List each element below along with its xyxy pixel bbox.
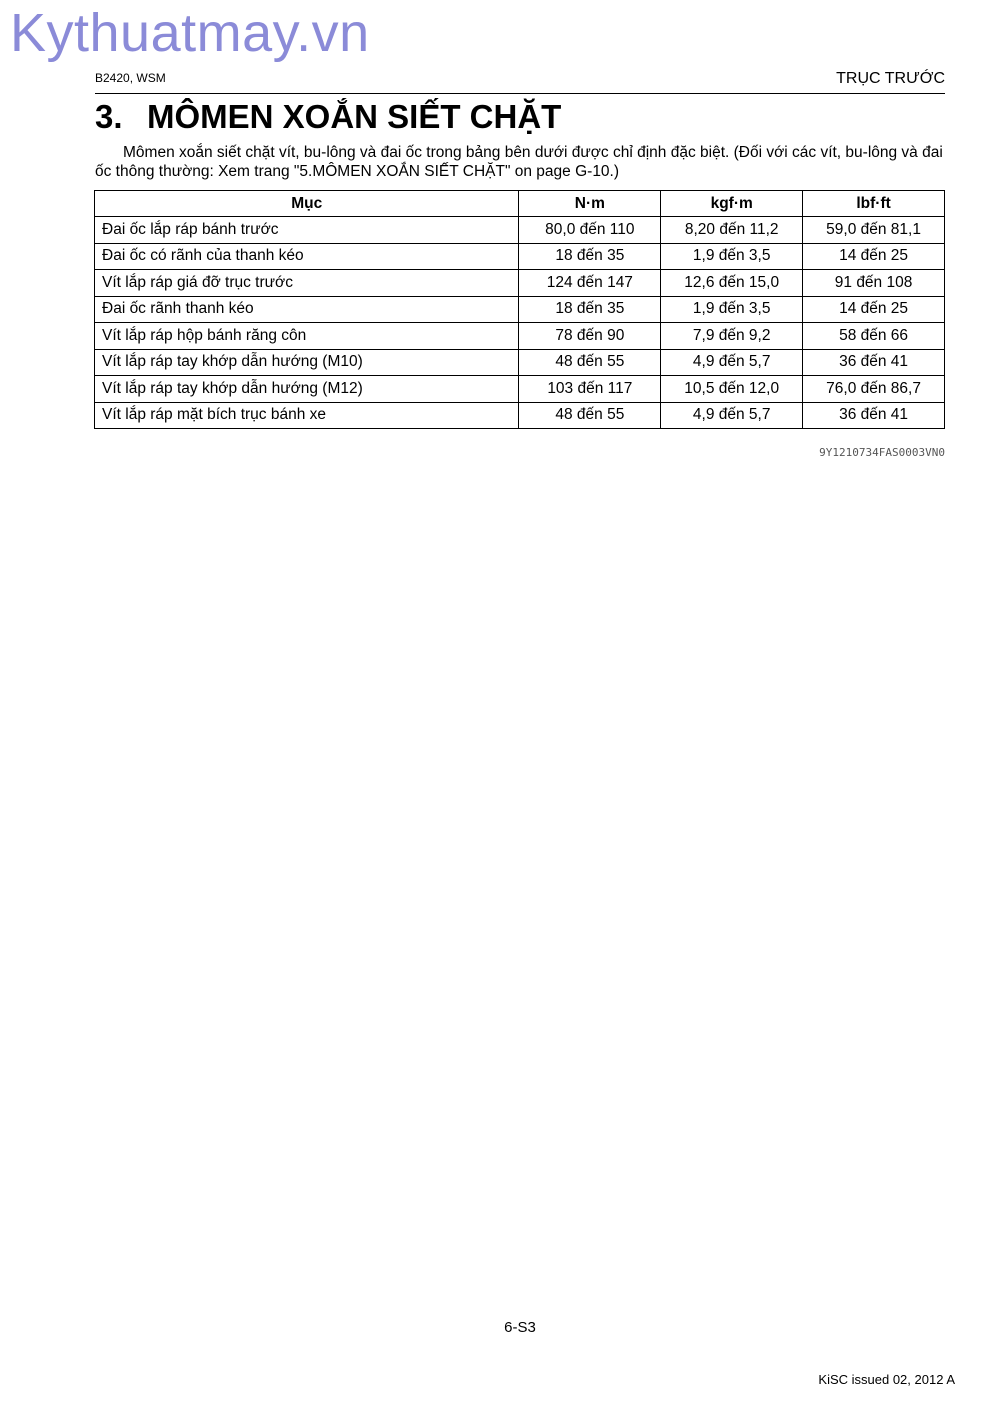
section-title: MÔMEN XOẮN SIẾT CHẶT: [147, 98, 562, 135]
issue-note: KiSC issued 02, 2012 A: [818, 1372, 955, 1387]
kgfm-cell: 1,9 đến 3,5: [661, 296, 803, 323]
nm-cell: 48 đến 55: [519, 402, 661, 429]
column-header-kgfm: kgf·m: [661, 191, 803, 217]
nm-cell: 48 đến 55: [519, 349, 661, 376]
item-cell: Đai ốc có rãnh của thanh kéo: [95, 243, 519, 270]
item-cell: Vít lắp ráp tay khớp dẫn hướng (M10): [95, 349, 519, 376]
column-header-lbfft: lbf·ft: [803, 191, 945, 217]
lbfft-cell: 91 đến 108: [803, 270, 945, 297]
table-row: [95, 243, 945, 270]
section-number: 3.: [95, 98, 123, 135]
item-cell: Đai ốc lắp ráp bánh trước: [95, 217, 519, 244]
table-header-row: [95, 191, 945, 217]
lbfft-cell: 59,0 đến 81,1: [803, 217, 945, 244]
item-cell: Vít lắp ráp giá đỡ trục trước: [95, 270, 519, 297]
item-cell: Đai ốc rãnh thanh kéo: [95, 296, 519, 323]
kgfm-cell: 8,20 đến 11,2: [661, 217, 803, 244]
nm-cell: 124 đến 147: [519, 270, 661, 297]
table-row: [95, 270, 945, 297]
column-header-item: Mục: [95, 191, 519, 217]
lbfft-cell: 36 đến 41: [803, 402, 945, 429]
kgfm-cell: 7,9 đến 9,2: [661, 323, 803, 350]
header-model: B2420, WSM: [95, 71, 166, 85]
kgfm-cell: 1,9 đến 3,5: [661, 243, 803, 270]
watermark-logo: Kythuatmay.vn: [10, 3, 370, 63]
table-row: [95, 217, 945, 244]
lbfft-cell: 58 đến 66: [803, 323, 945, 350]
kgfm-cell: 4,9 đến 5,7: [661, 402, 803, 429]
table-row: [95, 323, 945, 350]
document-code: 9Y1210734FAS0003VN0: [819, 446, 945, 459]
table-row: [95, 349, 945, 376]
nm-cell: 103 đến 117: [519, 376, 661, 403]
kgfm-cell: 4,9 đến 5,7: [661, 349, 803, 376]
item-cell: Vít lắp ráp hộp bánh răng côn: [95, 323, 519, 350]
section-heading: [95, 98, 561, 136]
kgfm-cell: 12,6 đến 15,0: [661, 270, 803, 297]
nm-cell: 18 đến 35: [519, 296, 661, 323]
kgfm-cell: 10,5 đến 12,0: [661, 376, 803, 403]
lbfft-cell: 76,0 đến 86,7: [803, 376, 945, 403]
lbfft-cell: 36 đến 41: [803, 349, 945, 376]
header-chapter: TRỤC TRƯỚC: [836, 70, 945, 87]
lbfft-cell: 14 đến 25: [803, 243, 945, 270]
table-row: [95, 402, 945, 429]
table-row: [95, 376, 945, 403]
torque-table: [94, 190, 945, 429]
lbfft-cell: 14 đến 25: [803, 296, 945, 323]
nm-cell: 18 đến 35: [519, 243, 661, 270]
nm-cell: 80,0 đến 110: [519, 217, 661, 244]
intro-paragraph: Mômen xoắn siết chặt vít, bu-lông và đai ốc trong bảng bên dưới được chỉ định đặc biệt. (Đối với các vít, bu-lông và đai ốc thông thường: Xem trang "5.MÔMEN XOẮN SIẾT CHẶT" on page G-10.): [95, 144, 943, 180]
item-cell: Vít lắp ráp tay khớp dẫn hướng (M12): [95, 376, 519, 403]
column-header-nm: N·m: [519, 191, 661, 217]
item-cell: Vít lắp ráp mặt bích trục bánh xe: [95, 402, 519, 429]
nm-cell: 78 đến 90: [519, 323, 661, 350]
header-divider: [95, 93, 945, 94]
page-number: 6-S3: [504, 1319, 536, 1336]
table-row: [95, 296, 945, 323]
